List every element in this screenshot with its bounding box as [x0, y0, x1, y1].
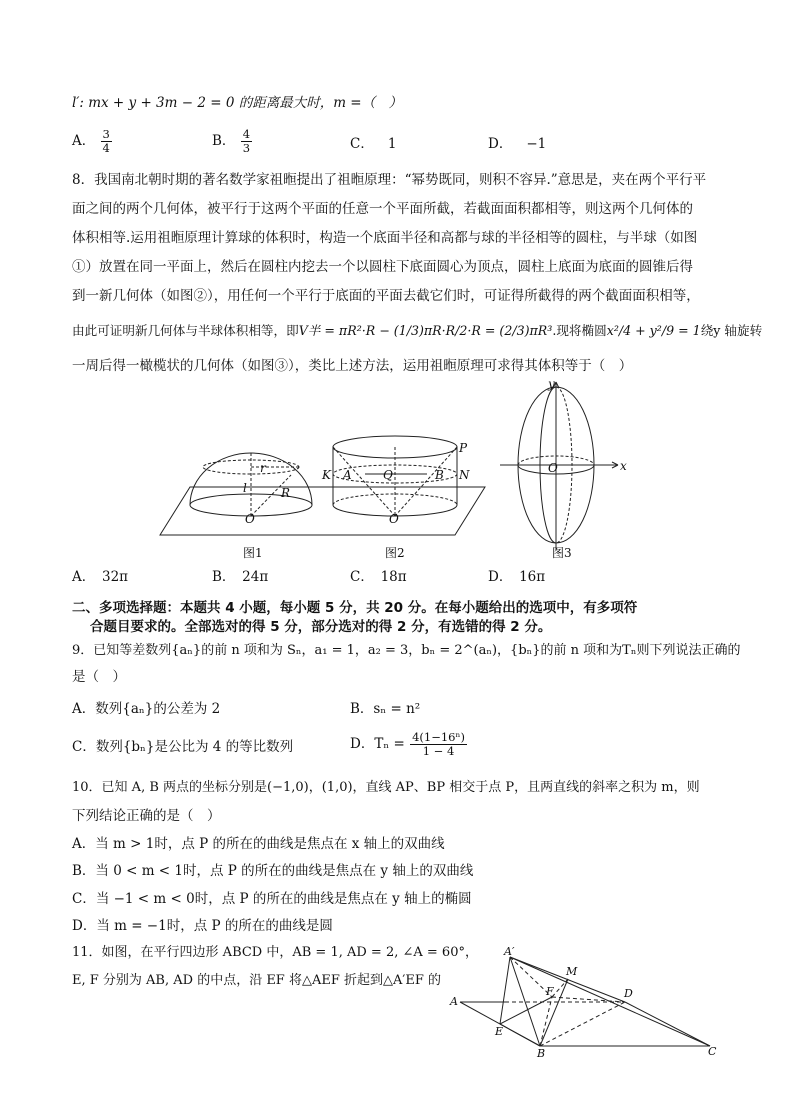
label-D: D [624, 987, 633, 1000]
label-C: C [708, 1045, 717, 1058]
q10-option-a: A．当 m > 1时，点 P 的所在的曲线是焦点在 x 轴上的双曲线 [72, 836, 445, 852]
q11-line-1: 11．如图，在平行四边形 ABCD 中，AB = 1, AD = 2, ∠A = 60°， [72, 945, 478, 960]
q7-option-d: D． −1 [488, 136, 547, 152]
plane [160, 487, 485, 535]
q9-option-d: D．Tₙ = $\frac{\text{4(1−16ⁿ)}}{1 - 4}$ [350, 730, 465, 758]
q7-option-b: B． $\frac{4}{3}$ [212, 127, 251, 155]
label-M: M [566, 965, 578, 978]
q8-line-4: ①）放置在同一平面上，然后在圆柱内挖去一个以圆柱下底面圆心为顶点，圆柱上底面为底面的圆锥后得 [72, 259, 693, 275]
q8-line-5: 到一新几何体（如图②），用任何一个平行于底面的平面去截它们时，可证得所截得的两个截面面积相等， [72, 288, 700, 304]
q8-formula-line: 由此可证明新几何体与半球体积相等，即V半 = πR²·R − (1/3)πR·R/2·R = (2/3)πR³.现将椭圆x²/4 + y²/9 = 1绕y 轴旋转 [72, 323, 763, 338]
fig2-caption: 图2 [385, 546, 405, 560]
label-r: r [260, 461, 266, 475]
label-K: K [322, 468, 331, 482]
label-A: A [343, 468, 352, 482]
q9-line-2: 是（ ） [72, 669, 126, 685]
fraction: $\frac{4}{3}$ [242, 127, 251, 155]
section-2-heading-line-1: 二、多项选择题：本题共 4 小题，每小题 5 分，共 20 分。在每小题给出的选项中，有多项符 [72, 600, 638, 616]
q11-figure [440, 945, 730, 1060]
label-Q: Q [383, 468, 393, 482]
label-B: B [537, 1047, 546, 1060]
label-y: y [548, 377, 555, 391]
label-P: P [459, 441, 468, 455]
q9-line-1: 9．已知等差数列{aₙ}的前 n 项和为 Sₙ，a₁ = 1，a₂ = 3，bₙ = 2^(aₙ)，{bₙ}的前 n 项和为Tₙ则下列说法正确的 [72, 643, 741, 658]
label-E: E [495, 1025, 504, 1038]
q8-option-a: A． 32π [72, 569, 129, 585]
label-N: N [459, 468, 470, 482]
fraction: $\frac{3}{4}$ [102, 127, 110, 155]
label-A-prime: A′ [504, 945, 515, 958]
volume-formula: V半 = πR²·R − (1/3)πR·R/2·R = (2/3)πR³ [298, 323, 553, 338]
section-2-heading-line-2: 合题目要求的。全部选对的得 5 分，部分选对的得 2 分，有选错的得 2 分。 [90, 619, 552, 635]
q8-option-b: B． 24π [212, 569, 269, 585]
q7-line-end: l′: mx + y + 3m − 2 = 0 的距离最大时，m =（ ） [72, 95, 403, 111]
fraction: $\frac{\text{4(1−16ⁿ)}}{1 - 4}$ [412, 730, 465, 758]
label-O-fig1: O [245, 512, 255, 526]
label-x: x [620, 459, 627, 473]
q9-option-b: B．sₙ = n² [350, 701, 421, 717]
q10-option-b: B．当 0 < m < 1时，点 P 的所在的曲线是焦点在 y 轴上的双曲线 [72, 863, 474, 879]
ellipse-equation: x²/4 + y²/9 = 1 [606, 323, 701, 338]
q7-option-c: C． 1 [350, 136, 397, 152]
q10-option-d: D．当 m = −1时，点 P 的所在的曲线是圆 [72, 918, 333, 934]
q9-option-a: A．数列{aₙ}的公差为 2 [72, 701, 221, 717]
label-A: A [450, 995, 458, 1008]
label-O-fig2: O [389, 512, 399, 526]
q9-option-c: C．数列{bₙ}是公比为 4 的等比数列 [72, 739, 294, 755]
q8-line-2: 面之间的两个几何体，被平行于这两个平面的任意一个平面所截，若截面面积都相等，则这两个几何体的 [72, 201, 693, 217]
q10-option-c: C．当 −1 < m < 0时，点 P 的所在的曲线是焦点在 y 轴上的椭圆 [72, 891, 472, 907]
label-B: B [435, 468, 444, 482]
label-O-fig3: O [548, 461, 558, 475]
q8-option-d: D． 16π [488, 569, 546, 585]
q10-line-2: 下列结论正确的是（ ） [72, 808, 221, 824]
fig1-caption: 图1 [243, 546, 263, 560]
label-R: R [281, 486, 291, 500]
label-F: F [546, 985, 554, 998]
label-l: l [243, 481, 247, 495]
q8-line-1: 8．我国南北朝时期的著名数学家祖暅提出了祖暅原理：“幂势既同，则积不容异.”意思是，夹在两个平行平 [72, 172, 707, 188]
q8-option-c: C． 18π [350, 569, 407, 585]
fig3-caption: 图3 [552, 546, 572, 560]
q11-line-2: E, F 分别为 AB, AD 的中点，沿 EF 将△AEF 折起到△A′EF 的 [72, 973, 441, 988]
q8-last-line: 一周后得一橄榄状的几何体（如图③），类比上述方法，运用祖暅原理可求得其体积等于（ ） [72, 358, 633, 374]
q7-option-a: A． $\frac{3}{4}$ [72, 127, 110, 155]
q10-line-1: 10．已知 A, B 两点的坐标分别是(−1,0)，(1,0)，直线 AP、BP 相交于点 P，且两直线的斜率之积为 m，则 [72, 780, 700, 795]
q8-line-3: 体积相等.运用祖暅原理计算球的体积时，构造一个底面半径和高都与球的半径相等的圆柱，与半球（如图 [72, 230, 698, 246]
